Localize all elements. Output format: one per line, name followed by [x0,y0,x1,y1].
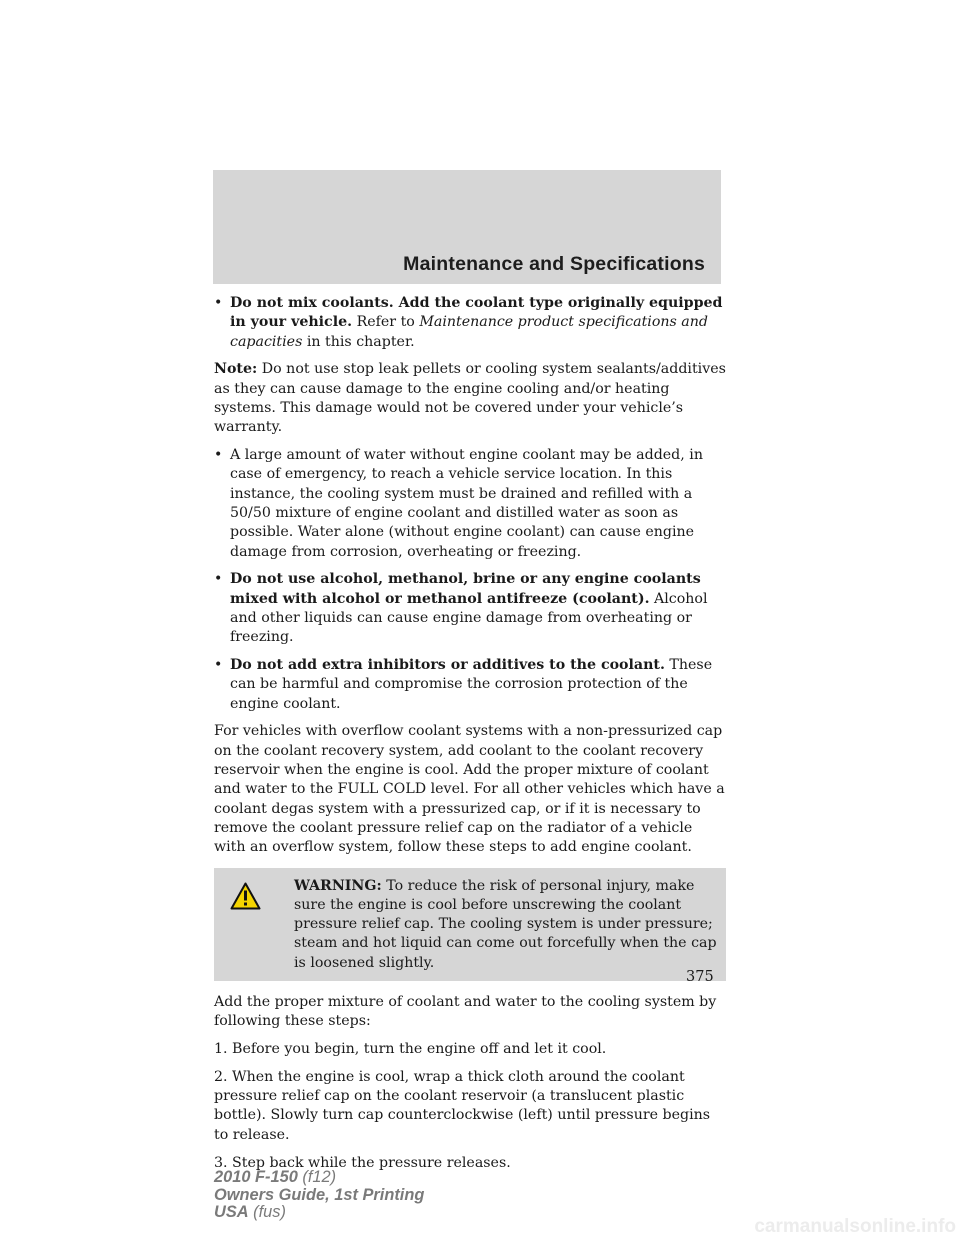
footer-line-3 [214,1204,424,1222]
bullet-no-alcohol [214,570,726,647]
bullet-dot: • [214,295,223,311]
footer-region: USA [214,1203,249,1221]
section-header [213,170,721,284]
warning-text [222,877,718,973]
warning-label: WARNING: [294,877,382,894]
bullet-bold-text: Do not add extra inhibitors or additives to the coolant. [230,657,665,674]
step-1: 1. Before you begin, turn the engine off and let it cool. [214,1041,607,1058]
bullet-dot: • [214,571,223,588]
bullet-bold-text: Do not mix coolants. Add the coolant type originally equipped in your vehicle. [230,295,723,331]
section-title: Maintenance and Specifications [403,253,705,275]
bullet-no-inhibitors [214,656,726,714]
footer-model: 2010 F-150 [214,1168,298,1186]
bullet-mix-coolants [214,294,726,352]
steps-intro: Add the proper mixture of coolant and water to the cooling system by following these steps: [214,994,717,1030]
footer-code: (f12) [302,1168,337,1186]
footer-line-1 [214,1169,424,1187]
bullet-text-tail: in this chapter. [302,333,415,350]
bullet-bold-text: Do not use alcohol, methanol, brine or any engine coolants mixed with alcohol or methanol antifreeze (coolant). [230,571,701,607]
bullet-reference: Maintenance product specifications and capacities [230,314,708,350]
warning-box [214,868,726,981]
warning-triangle-icon [230,882,261,910]
watermark: carmanualsonline.info [754,1216,956,1237]
bullet-water-emergency [214,446,726,562]
bullet-text: Alcohol and other liquids can cause engine damage from overheating or freezing. [230,590,708,646]
step-2: 2. When the engine is cool, wrap a thick cloth around the coolant pressure relief cap on the coolant reservoir (a translucent plastic bottle). Slowly turn cap counterclockwise (left) until pressure begins to release. [214,1068,711,1143]
footer-code: (fus) [253,1203,286,1221]
page-number: 375 [686,969,714,985]
bullet-dot: • [214,657,223,674]
print-footer [214,1169,424,1222]
note-text: Do not use stop leak pellets or cooling system sealants/additives as they can cause damage to the engine cooling and/or heating systems. This damage would not be covered under your vehicle’s warranty. [214,361,726,436]
bullet-text: These can be harmful and compromise the corrosion protection of the engine coolant. [230,657,713,712]
bullet-dot: • [214,447,223,464]
overflow-paragraph: For vehicles with overflow coolant systems with a non-pressurized cap on the coolant recovery system, add coolant to the coolant recovery reservoir when the engine is cool. Add the proper mixture of coolant and water to the FULL COLD level. For all other vehicles which have a coolant degas system with a pressurized cap, or if it is necessary to remove the coolant pressure relief cap on the radiator of a vehicle with an overflow system, follow these steps to add engine coolant. [214,723,725,856]
note-label: Note: [214,361,258,378]
bullet-text: A large amount of water without engine coolant may be added, in case of emergency, to reach a vehicle service location. In this instance, the cooling system must be drained and refilled with a 50/50 mixture of engine coolant and distilled water as soon as possible. Water alone (without engine coolant) can cause engine damage from corrosion, overheating or freezing. [230,447,703,560]
page-content [214,294,726,1181]
note-paragraph [214,360,726,437]
bullet-text: Refer to [352,314,420,331]
warning-body: To reduce the risk of personal injury, make sure the engine is cool before unscrewing the coolant pressure relief cap. The cooling system is under pressure; steam and hot liquid can come out forcefully when the cap is loosened slightly. [294,877,717,971]
footer-line-2: Owners Guide, 1st Printing [214,1185,425,1204]
step-3: 3. Step back while the pressure releases. [214,1154,511,1171]
